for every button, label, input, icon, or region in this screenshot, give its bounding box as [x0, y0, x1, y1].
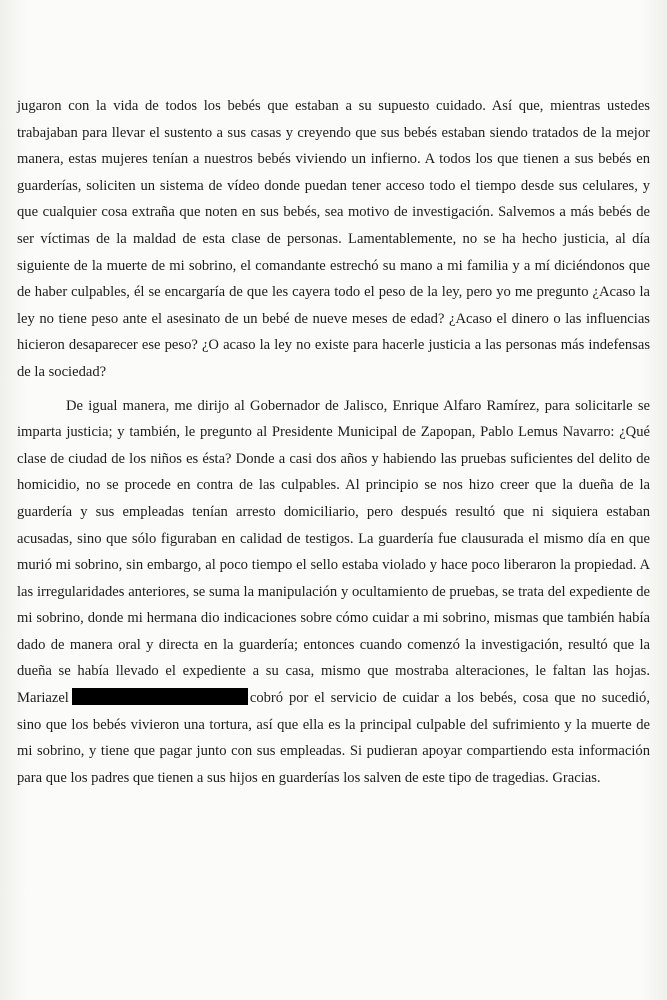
redaction-bar [72, 688, 248, 705]
paragraph-1: jugaron con la vida de todos los bebés que estaban a su supuesto cuidado. Así que, mientras ustedes trabajaban para llevar el sustento a sus casas y creyendo que sus bebés estaban siendo tratados de la mejor manera, estas mujeres tenían a nuestros bebés viviendo un infierno. A todos los que tienen a sus bebés en guarderías, soliciten un sistema de vídeo donde puedan tener acceso todo el tiempo desde sus celulares, y que cualquier cosa extraña que noten en sus bebés, sea motivo de investigación. Salvemos a más bebés de ser víctimas de la maldad de esta clase de personas. Lamentablemente, no se ha hecho justicia, al día siguiente de la muerte de mi sobrino, el comandante estrechó su mano a mi familia y a mí diciéndonos que de haber culpables, él se encargaría de que les cayera todo el peso de la ley, pero yo me pregunto ¿Acaso la ley no tiene peso ante el asesinato de un bebé de nueve meses de edad? ¿Acaso el dinero o las influencias hicieron desaparecer ese peso? ¿O acaso la ley no existe para hacerle justicia a las personas más indefensas de la sociedad? [17, 98, 650, 380]
paragraph-2 [17, 393, 650, 792]
paragraph-2-text-before-redaction: De igual manera, me dirijo al Gobernador de Jalisco, Enrique Alfaro Ramírez, para solicitarle se imparta justicia; y también, le pregunto al Presidente Municipal de Zapopan, Pablo Lemus Navarro: ¿Qué clase de ciudad de los niños es ésta? Donde a casi dos años y habiendo las pruebas suficientes del delito de homicidio, no se procede en contra de las culpables. Al principio se nos hizo creer que la dueña de la guardería y sus empleadas tenían arresto domiciliario, pero después resultó que ni siquiera estaban acusadas, sino que sólo figuraban en calidad de testigos. La guardería fue clausurada el mismo día en que murió mi sobrino, sin embargo, al poco tiempo el sello estaba violado y hace poco liberaron la propiedad. A las irregularidades anteriores, se suma la manipulación y ocultamiento de pruebas, se trata del expediente de mi sobrino, donde mi hermana dio indicaciones sobre cómo cuidar a mi sobrino, mismas que también había dado de manera oral y directa en la guardería; entonces cuando comenzó la investigación, resultó que la dueña se había llevado el expediente a su casa, mismo que mostraba alteraciones, le faltan las hojas. Mariazel [17, 397, 650, 707]
paragraph-2-text-after-redaction: cobró por el servicio de cuidar a los bebés, cosa que no sucedió, sino que los bebés vivieron una tortura, así que ella es la principal culpable del sufrimiento y la muerte de mi sobrino, y tiene que pagar junto con sus empleadas. Si pudieran apoyar compartiendo esta información para que los padres que tienen a sus hijos en guarderías los salven de este tipo de tragedias. Gracias. [17, 690, 650, 786]
document-body [17, 93, 650, 798]
